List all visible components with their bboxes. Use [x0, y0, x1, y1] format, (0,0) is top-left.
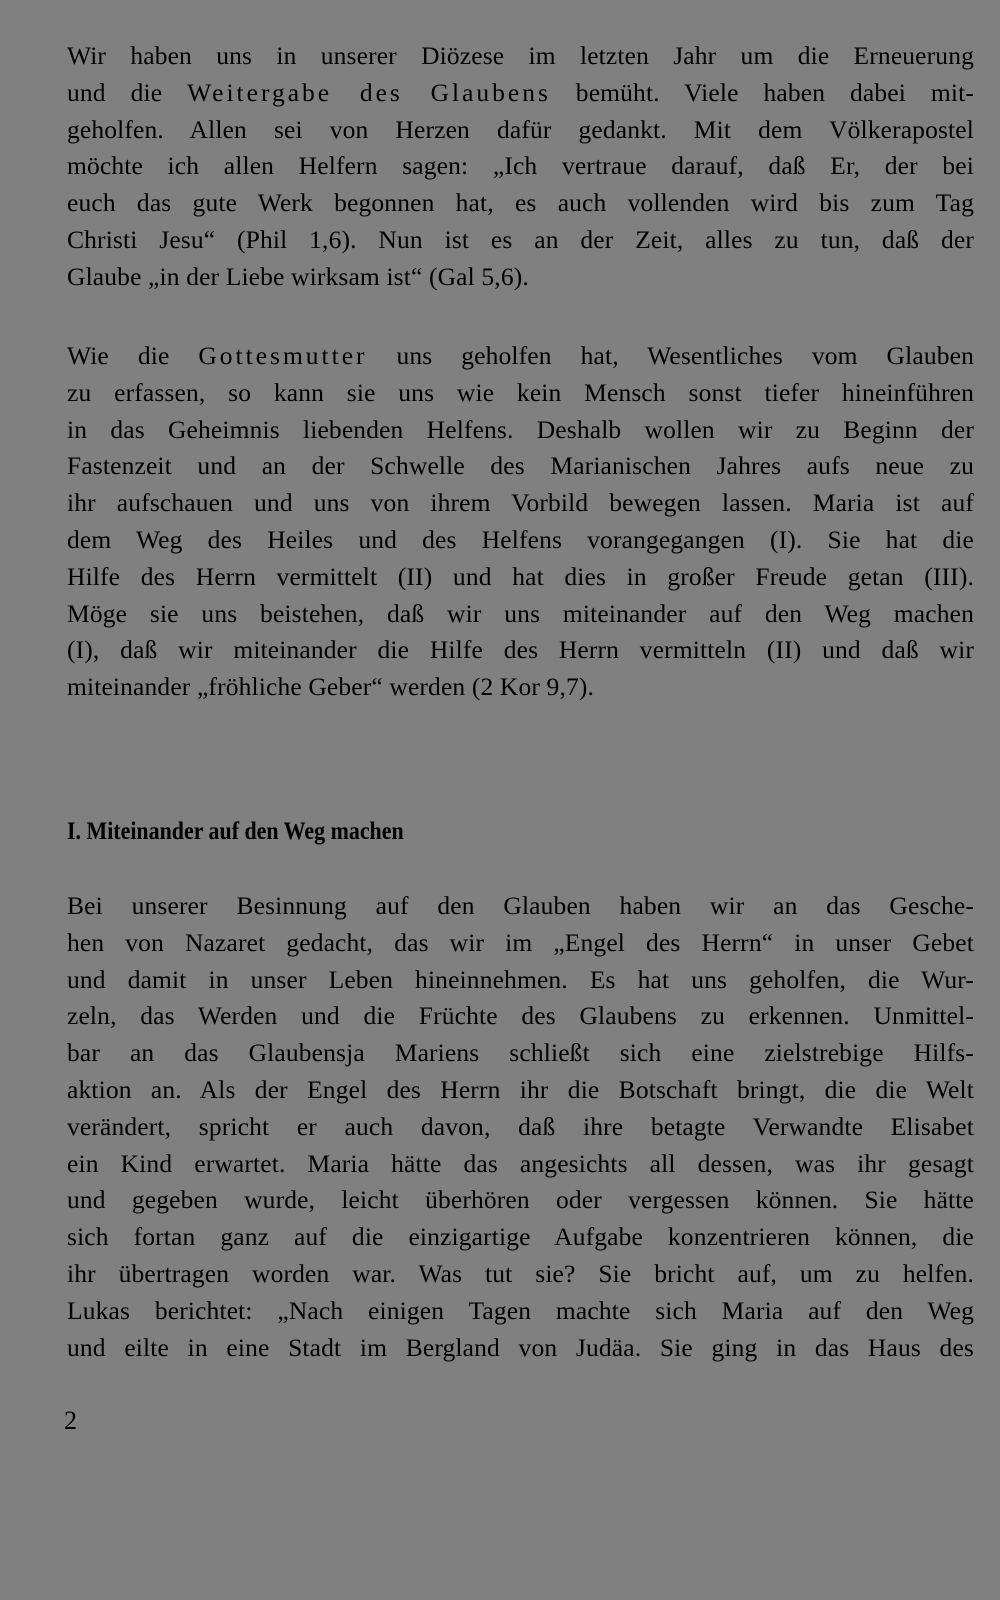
paragraph-line: aktion an. Als der Engel des Herrn ihr die Botschaft bringt, die die Welt: [67, 1074, 974, 1104]
paragraph-line: Glaube „in der Liebe wirksam ist“ (Gal 5,6).: [67, 261, 529, 291]
paragraph-line: Wir haben uns in unserer Diözese im letzten Jahr um die Erneuerung: [67, 41, 974, 70]
line-text: bemüht. Viele haben dabei mit-: [550, 77, 974, 107]
paragraph-3: [67, 888, 974, 1366]
paragraph-line: Fastenzeit und an der Schwelle des Marianischen Jahres aufs neue zu: [67, 451, 974, 481]
paragraph-line: Bei unserer Besinnung auf den Glauben haben wir an das Gesche-: [67, 891, 974, 920]
paragraph-line: Christi Jesu“ (Phil 1,6). Nun ist es an der Zeit, alles zu tun, daß der: [67, 224, 974, 254]
paragraph-line: bar an das Glaubensja Mariens schließt sich eine zielstrebige Hilfs-: [67, 1038, 974, 1068]
paragraph-2: [67, 338, 974, 706]
section-heading: I. Miteinander auf den Weg machen: [67, 816, 404, 845]
paragraph-line: geholfen. Allen sei von Herzen dafür gedankt. Mit dem Völkerapostel: [67, 114, 974, 144]
paragraph-line: Hilfe des Herrn vermittelt (II) und hat dies in großer Freude getan (III).: [67, 561, 974, 591]
line-text: Wie die: [67, 341, 199, 370]
paragraph-line: euch das gute Werk begonnen hat, es auch vollenden wird bis zum Tag: [67, 188, 974, 218]
spaced-emphasis: Gottesmutter: [198, 341, 368, 370]
paragraph-line: [67, 75, 974, 112]
paragraph-line: ein Kind erwartet. Maria hätte das angesichts all dessen, was ihr gesagt: [67, 1148, 974, 1178]
line-text: und die: [67, 77, 188, 107]
paragraph-line: zu erfassen, so kann sie uns wie kein Mensch sonst tiefer hineinführen: [67, 377, 974, 407]
paragraph-line: und eilte in eine Stadt im Bergland von Judäa. Sie ging in das Haus des: [67, 1332, 974, 1362]
paragraph-line: und damit in unser Leben hineinnehmen. Es hat uns geholfen, die Wur-: [67, 964, 974, 994]
paragraph-line: ihr übertragen worden war. Was tut sie? Sie bricht auf, um zu helfen.: [67, 1258, 974, 1288]
line-text: uns geholfen hat, Wesentliches vom Glauben: [367, 341, 974, 370]
paragraph-line: verändert, spricht er auch davon, daß ihre betagte Verwandte Elisabet: [67, 1111, 974, 1141]
paragraph-line: hen von Nazaret gedacht, das wir im „Engel des Herrn“ in unser Gebet: [67, 927, 974, 957]
paragraph-line: miteinander „fröhliche Geber“ werden (2 Kor 9,7).: [67, 672, 595, 702]
paragraph-1: [67, 38, 974, 296]
paragraph-line: in das Geheimnis liebenden Helfens. Deshalb wollen wir zu Beginn der: [67, 414, 974, 444]
paragraph-line: ihr aufschauen und uns von ihrem Vorbild bewegen lassen. Maria ist auf: [67, 488, 974, 518]
paragraph-line: dem Weg des Heiles und des Helfens vorangegangen (I). Sie hat die: [67, 524, 974, 554]
paragraph-line: [67, 338, 974, 375]
paragraph-line: möchte ich allen Helfern sagen: „Ich vertraue darauf, daß Er, der bei: [67, 151, 974, 181]
paragraph-line: und gegeben wurde, leicht überhören oder vergessen können. Sie hätte: [67, 1185, 974, 1215]
paragraph-line: Lukas berichtet: „Nach einigen Tagen machte sich Maria auf den Weg: [67, 1295, 974, 1325]
page-number: 2: [64, 1406, 77, 1435]
paragraph-line: Möge sie uns beistehen, daß wir uns miteinander auf den Weg machen: [67, 598, 974, 628]
spaced-emphasis: Weitergabe des Glaubens: [187, 77, 551, 107]
paragraph-line: sich fortan ganz auf die einzigartige Aufgabe konzentrieren können, die: [67, 1222, 974, 1252]
paragraph-line: zeln, das Werden und die Früchte des Glaubens zu erkennen. Unmittel-: [67, 1001, 974, 1031]
paragraph-line: (I), daß wir miteinander die Hilfe des Herrn vermitteln (II) und daß wir: [67, 635, 974, 665]
